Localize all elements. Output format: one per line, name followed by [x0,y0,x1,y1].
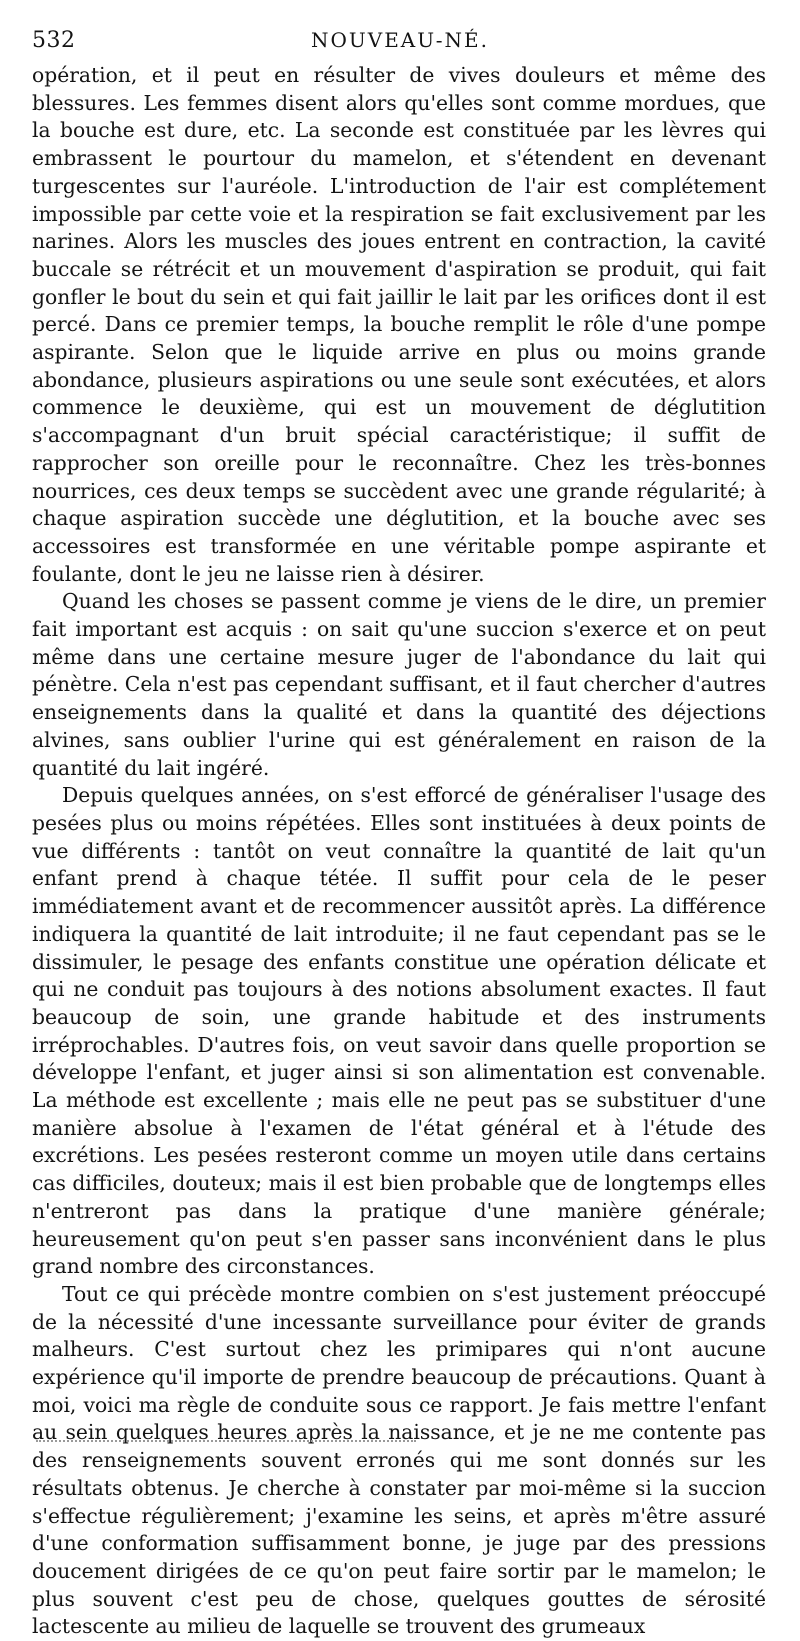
body-text [32,62,766,1641]
paragraph: opération, et il peut en résulter de vives douleurs et même des blessures. Les femmes disent alors qu'elles sont comme mordues, que la bouche est dure, etc. La seconde est constituée par les lèvres qui embrassent le pourtour du mamelon, et s'étendent en devenant turgescentes sur l'auréole. L'introduction de l'air est complétement impossible par cette voie et la respiration se fait exclusivement par les narines. Alors les muscles des joues entrent en contraction, la cavité buccale se rétrécit et un mouvement d'aspiration se produit, qui fait gonfler le bout du sein et qui fait jaillir le lait par les orifices dont il est percé. Dans ce premier temps, la bouche remplit le rôle d'une pompe aspirante. Selon que le liquide arrive en plus ou moins grande abondance, plusieurs aspirations ou une seule sont exécutées, et alors commence le deuxième, qui est un mouvement de déglutition s'accompagnant d'un bruit spécial caractéristique; il suffit de rapprocher son oreille pour le reconnaître. Chez les très-bonnes nourrices, ces deux temps se succèdent avec une grande régularité; à chaque aspiration succède une déglutition, et la bouche avec ses accessoires est transformée en une véritable pompe aspirante et foulante, dont le jeu ne laisse rien à désirer. [32,63,766,586]
footer-dotted-rule [36,1440,416,1442]
page-header [32,22,768,56]
running-title: NOUVEAU-NÉ. [311,28,489,52]
paragraph: Quand les choses se passent comme je viens de le dire, un premier fait important est acquis : on sait qu'une succion s'exerce et on peut même dans une certaine mesure juger de l'abondance du lait qui pénètre. Cela n'est pas cependant suffisant, et il faut chercher d'autres enseignements dans la qualité et dans la quantité des déjections alvines, sans oublier l'urine qui est généralement en raison de la quantité du lait ingéré. [32,589,766,780]
paragraph: Tout ce qui précède montre combien on s'est justement préoccupé de la nécessité d'une incessante surveillance pour éviter de grands malheurs. C'est surtout chez les primipares qui n'ont aucune expérience qu'il importe de prendre beaucoup de précautions. Quant à moi, voici ma règle de conduite sous ce rapport. Je fais mettre l'enfant au sein quelques heures après la naissance, et je ne me contente pas des renseignements souvent erronés qui me sont donnés sur les résultats obtenus. Je cherche à constater par moi-même si la succion s'effectue régulièrement; j'examine les seins, et après m'être assuré d'une conformation suffisamment bonne, je juge par des pressions doucement dirigées de ce qu'on peut faire sortir par le mamelon; le plus souvent c'est peu de chose, quelques gouttes de sérosité lactescente au milieu de laquelle se trouvent des grumeaux [32,1281,766,1639]
page-number: 532 [32,28,76,53]
paragraph: Depuis quelques années, on s'est efforcé de généraliser l'usage des pesées plus ou moins répétées. Elles sont instituées à deux points de vue différents : tantôt on veut connaître la quantité de lait qu'un enfant prend à chaque tétée. Il suffit pour cela de le peser immédiatement avant et de recommencer aussitôt après. La différence indiquera la quantité de lait introduite; il ne faut cependant pas se le dissimuler, le pesage des enfants constitue une opération délicate et qui ne conduit pas toujours à des notions absolument exactes. Il faut beaucoup de soin, une grande habitude et des instruments irréprochables. D'autres fois, on veut savoir dans quelle proportion se développe l'enfant, et juger ainsi si son alimentation est convenable. La méthode est excellente ; mais elle ne peut pas se substituer d'une manière absolue à l'examen de l'état général et à l'étude des excrétions. Les pesées resteront comme un moyen utile dans certains cas difficiles, douteux; mais il est bien probable que de longtemps elles n'entreront pas dans la pratique d'une manière générale; heureusement qu'on peut s'en passer sans inconvénient dans le plus grand nombre des circonstances. [32,783,766,1279]
